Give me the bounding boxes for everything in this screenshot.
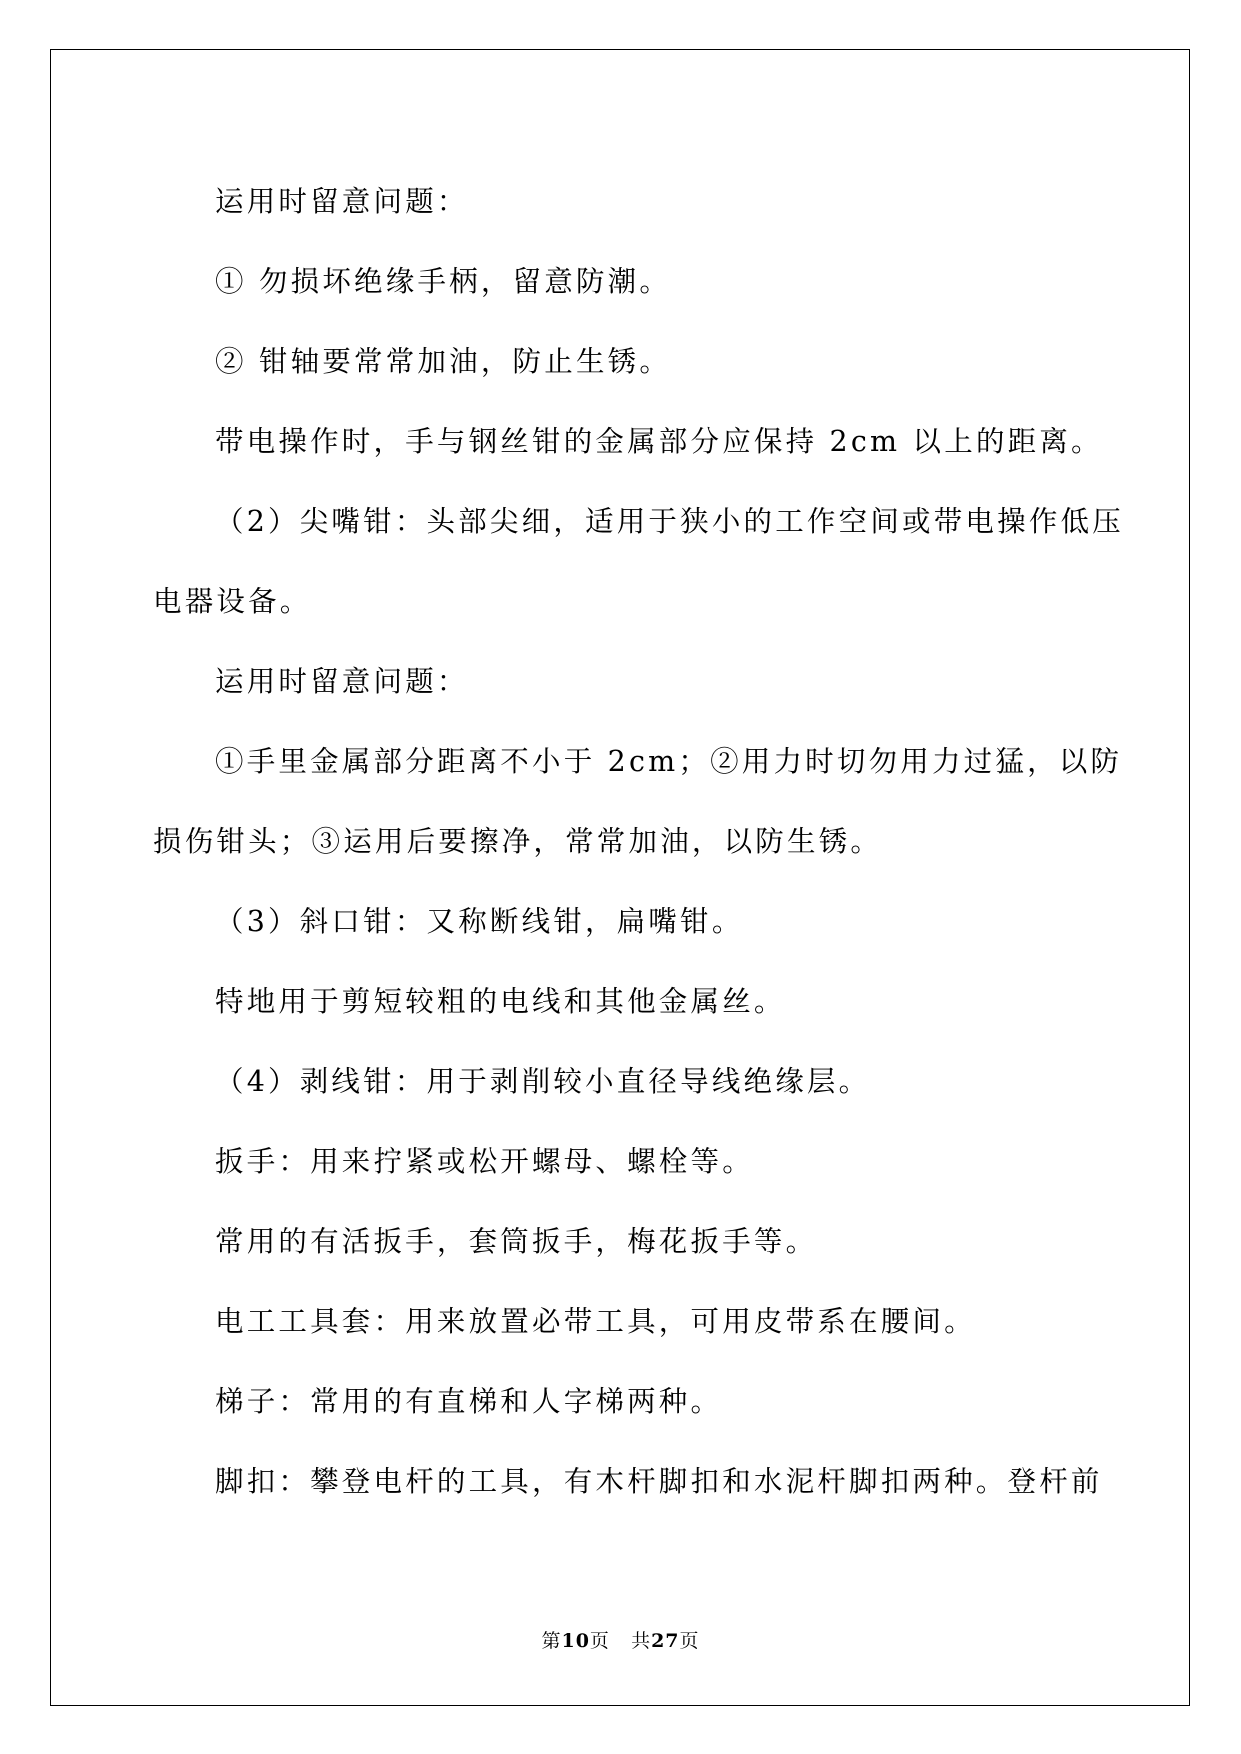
paragraph: ② 钳轴要常常加油，防止生锈。 (215, 345, 672, 378)
current-page-number: 10 (561, 1630, 590, 1652)
paragraph-continuation: 电器设备。 (153, 585, 312, 618)
paragraph: （3）斜口钳：又称断线钳，扁嘴钳。 (215, 905, 744, 938)
paragraph: 梯子：常用的有直梯和人字梯两种。 (215, 1385, 723, 1418)
paragraph: 扳手：用来拧紧或松开螺母、螺栓等。 (215, 1145, 754, 1178)
paragraph: ① 勿损坏绝缘手柄，留意防潮。 (215, 265, 672, 298)
footer-total-prefix: 共 (631, 1630, 652, 1652)
paragraph: 常用的有活扳手，套筒扳手，梅花扳手等。 (215, 1225, 818, 1258)
page-footer (0, 1629, 1241, 1653)
total-pages-number: 27 (651, 1630, 680, 1652)
footer-total-suffix: 页 (679, 1630, 700, 1652)
paragraph: （2）尖嘴钳：头部尖细，适用于狭小的工作空间或带电操作低压 (215, 505, 1124, 538)
paragraph: 带电操作时，手与钢丝钳的金属部分应保持 2cm 以上的距离。 (215, 425, 1103, 458)
paragraph: 特地用于剪短较粗的电线和其他金属丝。 (215, 985, 786, 1018)
footer-prefix: 第 (541, 1630, 562, 1652)
paragraph: 电工工具套：用来放置必带工具，可用皮带系在腰间。 (215, 1305, 976, 1338)
paragraph-continuation: 损伤钳头；③运用后要擦净，常常加油，以防生锈。 (153, 825, 883, 858)
footer-page-suffix: 页 (589, 1630, 610, 1652)
paragraph: （4）剥线钳：用于剥削较小直径导线绝缘层。 (215, 1065, 871, 1098)
paragraph: ①手里金属部分距离不小于 2cm；②用力时切勿用力过猛，以防 (215, 745, 1123, 778)
paragraph: 运用时留意问题： (215, 185, 469, 218)
paragraph: 运用时留意问题： (215, 665, 469, 698)
document-body (153, 162, 1124, 1522)
paragraph: 脚扣：攀登电杆的工具，有木杆脚扣和水泥杆脚扣两种。登杆前 (215, 1465, 1103, 1498)
